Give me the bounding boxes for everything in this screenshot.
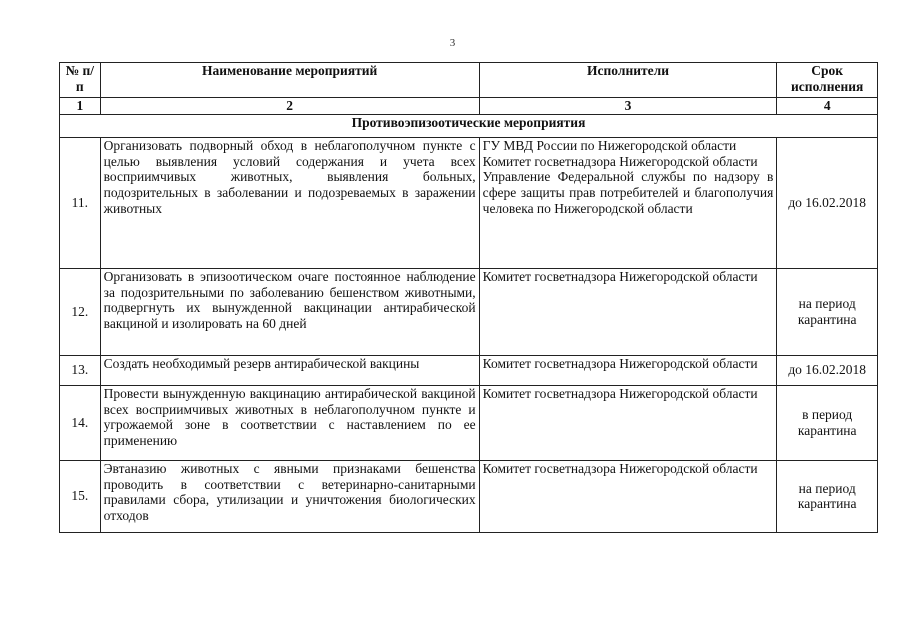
section-row: [60, 114, 878, 137]
executor: Комитет госветнадзора Нижегородской области: [482, 385, 758, 401]
column-number: 3: [479, 98, 777, 115]
measure-name: Провести вынужденную вакцинацию антирабической вакциной всех восприимчивых животных в неблагополучном пункте и угрожаемой зоне в соответствии с наставлением по ее применению: [100, 385, 479, 460]
executor: ГУ МВД России по Нижегородской области: [482, 137, 737, 153]
header-executors: Исполнители: [479, 63, 777, 98]
executors-cell: [479, 355, 777, 385]
row-number: 14.: [60, 385, 101, 460]
row-number: 13.: [60, 355, 101, 385]
executor: Комитет госветнадзора Нижегородской области: [482, 268, 758, 284]
deadline: до 16.02.2018: [777, 355, 878, 385]
column-number: 1: [60, 98, 101, 115]
header-num: № п/п: [60, 63, 101, 98]
executors-cell: [479, 137, 777, 268]
measure-name: Организовать в эпизоотическом очаге постоянное наблюдение за подозрительными по заболеванию бешенством животными, подвергнуть их вынужденной вакцинации антирабической вакциной и изолировать на 60 дней: [100, 268, 479, 355]
column-number: 4: [777, 98, 878, 115]
executors-cell: [479, 460, 777, 532]
deadline: до 16.02.2018: [777, 137, 878, 268]
header-deadline: Срок исполнения: [777, 63, 878, 98]
deadline: на период карантина: [777, 460, 878, 532]
executor: Комитет госветнадзора Нижегородской области: [482, 460, 758, 476]
page-number: 3: [449, 37, 456, 49]
table-row: [60, 355, 878, 385]
executors-cell: [479, 268, 777, 355]
measure-name: Организовать подворный обход в неблагополучном пункте с целью выявления условий содержания и учета всех восприимчивых животных, выявления больных, подозрительных в заболевании и подозреваемых в заражении животных: [100, 137, 479, 268]
measures-table: [59, 62, 878, 533]
measure-name: Создать необходимый резерв антирабической вакцины: [100, 355, 479, 385]
row-number: 12.: [60, 268, 101, 355]
table-row: [60, 385, 878, 460]
executor: Комитет госветнадзора Нижегородской области: [482, 355, 758, 371]
deadline: в период карантина: [777, 385, 878, 460]
table-header-row: [60, 63, 878, 98]
column-number: 2: [100, 98, 479, 115]
header-name: Наименование мероприятий: [100, 63, 479, 98]
column-number-row: [60, 98, 878, 115]
executors-cell: [479, 385, 777, 460]
row-number: 15.: [60, 460, 101, 532]
section-title: Противоэпизоотические мероприятия: [60, 114, 878, 137]
deadline: на период карантина: [777, 268, 878, 355]
table-row: [60, 268, 878, 355]
executor: Комитет госветнадзора Нижегородской области: [482, 153, 758, 169]
executor: Управление Федеральной службы по надзору в сфере защиты прав потребителей и благополучия человека по Нижегородской области: [482, 169, 774, 216]
table-row: [60, 137, 878, 268]
table-row: [60, 460, 878, 532]
measure-name: Эвтаназию животных с явными признаками бешенства проводить в соответствии с ветеринарно-санитарными правилами сбора, утилизации и уничтожения биологических отходов: [100, 460, 479, 532]
row-number: 11.: [60, 137, 101, 268]
